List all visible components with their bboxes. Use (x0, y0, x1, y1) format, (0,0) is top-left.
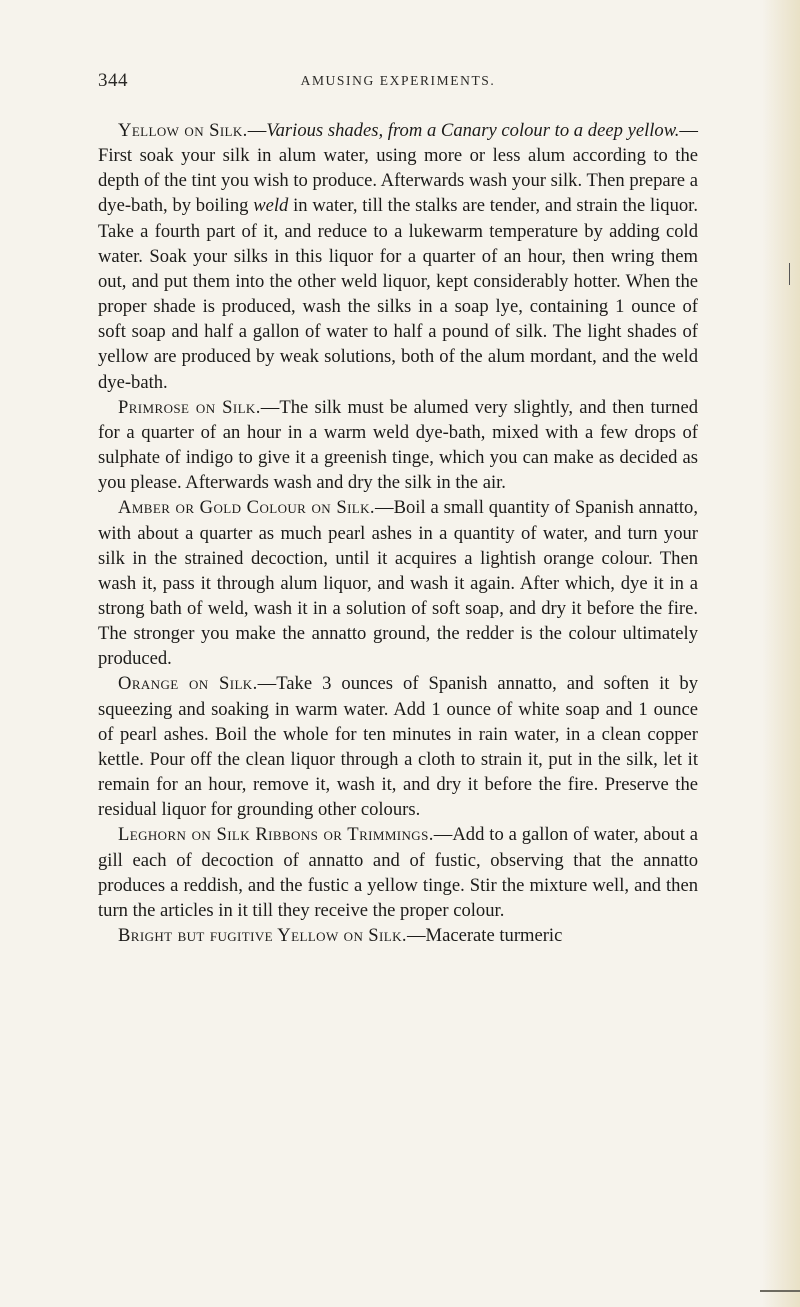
section-heading: Amber or Gold Colour on Silk. (118, 497, 375, 519)
section-heading: Bright but fugitive Yellow on Silk. (118, 925, 407, 946)
paragraph-yellow-on-silk: Yellow on Silk.—Various shades, from a Canary colour to a deep yellow.—First soak your silk in alum water, using more or less alum according to the depth of the tint you wish to produce. Afterwards wash your silk. Then prepare a dye-bath, by boiling weld in water, till the stalks are tender, and strain the liquor. Take a fourth part of it, and reduce to a lukewarm temperature by adding cold water. Soak your silks in this liquor for a quarter of an hour, then wring them out, and put them into the other weld liquor, kept considerably hotter. When the proper shade is produced, wash the silks in a soap lye, containing 1 ounce of soft soap and half a gallon of water to half a pound of silk. The light shades of yellow are produced by weak solutions, both of the alum mordant, and the weld dye-bath. (98, 120, 698, 393)
paragraph-orange-on-silk: Orange on Silk.—Take 3 ounces of Spanish annatto, and soften it by squeezing and soaking in warm water. Add 1 ounce of white soap and 1 ounce of pearl ashes. Boil the whole for ten minutes in rain water, in a clean copper kettle. Pour off the clean liquor through a cloth to strain it, put in the silk, let it remain for an hour, remove it, wash it, and dry it before the fire. Preserve the residual liquor for grounding other colours. (98, 673, 698, 821)
margin-mark (789, 263, 790, 285)
paragraph-text: First soak your silk in alum water, using more or less alum according to the depth of the tint you wish to produce. Afterwards wash your silk. Then prepare a dye-bath, by boiling (98, 145, 698, 217)
section-heading: Leghorn on Silk Ribbons or Trimmings. (118, 824, 434, 846)
paragraph-bright-yellow-on-silk: Bright but fugitive Yellow on Silk.—Macerate turmeric (118, 925, 563, 946)
emphasis-text: weld (253, 195, 289, 217)
paragraph-text: Macerate turmeric (425, 925, 563, 946)
section-subheading: Various shades, from a Canary colour to a deep yellow. (266, 120, 680, 141)
running-head: AMUSING EXPERIMENTS. (300, 73, 496, 88)
paragraph-text: in water, till the stalks are tender, and strain the liquor. Take a fourth part of it, and reduce to a lukewarm temperature by adding cold water. Soak your silks in this liquor for a quarter of an hour, then wring them out, and put them into the other weld liquor, kept considerably hotter. When the proper shade is produced, wash the silks in a soap lye, containing 1 ounce of soft soap and half a gallon of water to half a pound of silk. The light shades of yellow are produced by weak solutions, both of the alum mordant, and the weld dye-bath. (98, 195, 698, 393)
paragraph-primrose-on-silk: Primrose on Silk.—The silk must be alumed very slightly, and then turned for a quarter of an hour in a warm weld dye-bath, mixed with a few drops of sulphate of indigo to give it a greenish tinge, which you can make as decided as you please. Afterwards wash and dry the silk in the air. (98, 396, 698, 494)
page-number: 344 (98, 70, 128, 91)
paragraph-text: Add to a gallon of water, about a gill each of decoction of annatto and of fustic, observing that the annatto produces a reddish, and the fustic a yellow tinge. Stir the mixture well, and then turn the articles in it till they receive the proper colour. (98, 824, 699, 921)
section-heading: Orange on Silk. (118, 673, 258, 695)
page-edge-shadow (762, 0, 800, 1307)
paragraph-text: The silk must be alumed very slightly, and then turned for a quarter of an hour in a warm weld dye-bath, mixed with a few drops of sulphate of indigo to give it a greenish tinge, which you can make as decided as you please. Afterwards wash and dry the silk in the air. (98, 396, 698, 494)
section-heading: Yellow on Silk. (118, 120, 248, 141)
paragraph-text: Boil a small quantity of Spanish annatto, with about a quarter as much pearl ashes in a quantity of water, and turn your silk in the strained decoction, until it acquires a lightish orange colour. Then wash it, pass it through alum liquor, and wash it again. After which, dye it in a strong bath of weld, wash it in a solution of soft soap, and dry it before the fire. The stronger you make the annatto ground, the redder is the colour ultimately produced. (98, 497, 698, 670)
paragraph-leghorn-on-silk: Leghorn on Silk Ribbons or Trimmings.—Add to a gallon of water, about a gill each of decoction of annatto and of fustic, observing that the annatto produces a reddish, and the fustic a yellow tinge. Stir the mixture well, and then turn the articles in it till they receive the proper colour. (98, 824, 699, 921)
body-text (98, 118, 698, 948)
page-header (98, 70, 698, 96)
paragraph-amber-on-silk: Amber or Gold Colour on Silk.—Boil a small quantity of Spanish annatto, with about a quarter as much pearl ashes in a quantity of water, and turn your silk in the strained decoction, until it acquires a lightish orange colour. Then wash it, pass it through alum liquor, and wash it again. After which, dye it in a strong bath of weld, wash it in a solution of soft soap, and dry it before the fire. The stronger you make the annatto ground, the redder is the colour ultimately produced. (98, 497, 698, 670)
section-heading: Primrose on Silk. (118, 396, 261, 418)
paragraph-text: Take 3 ounces of Spanish annatto, and soften it by squeezing and soaking in warm water. Add 1 ounce of white soap and 1 ounce of pearl ashes. Boil the whole for ten minutes in rain water, in a clean copper kettle. Pour off the clean liquor through a cloth to strain it, put in the silk, let it remain for an hour, remove it, wash it, and dry it before the fire. Preserve the residual liquor for grounding other colours. (98, 673, 698, 821)
bottom-edge-mark (760, 1290, 800, 1292)
